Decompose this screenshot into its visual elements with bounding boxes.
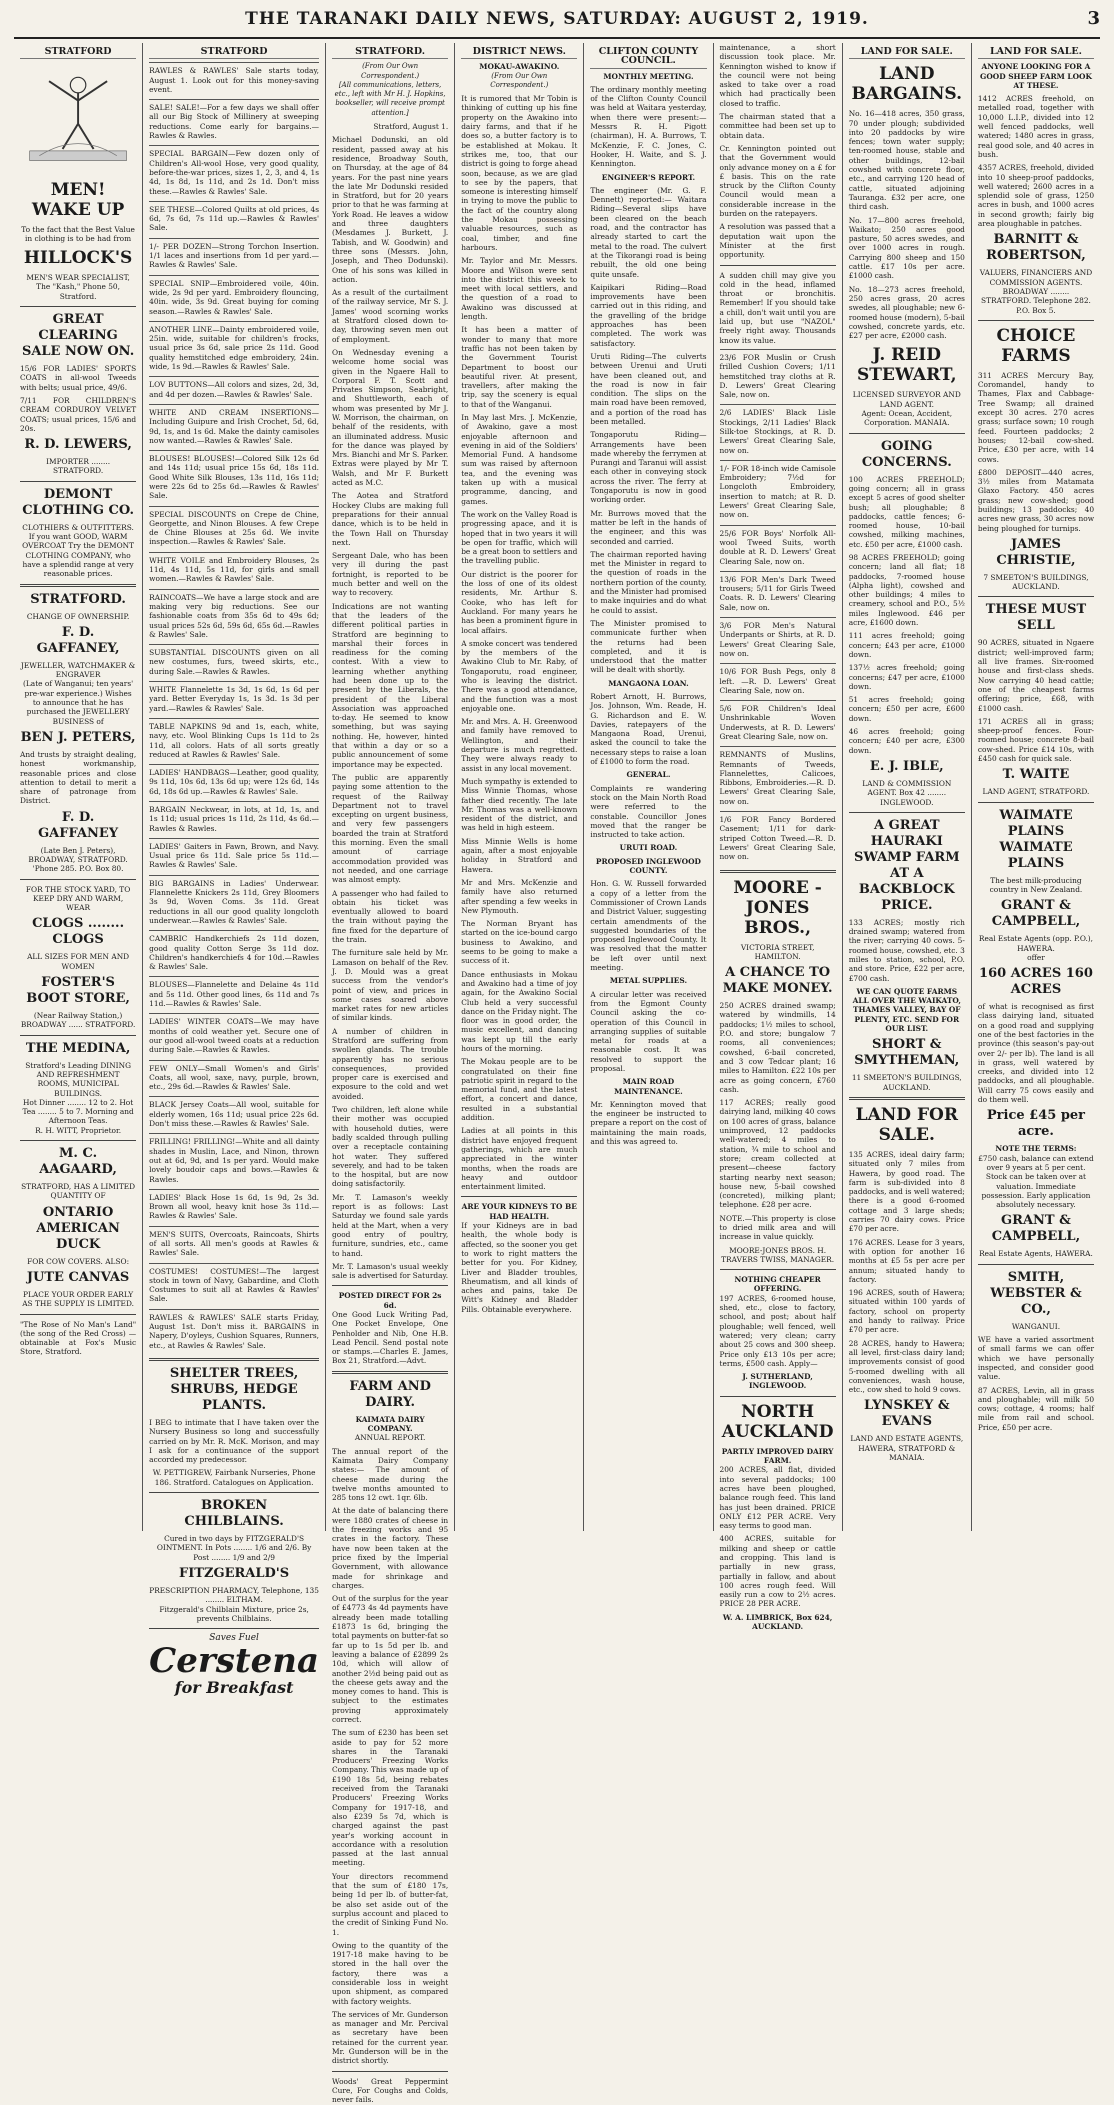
smith-text: WE have a varied assortment of small farms we can offer which we have personally inspected, and consider good value.: [977, 1335, 1095, 1382]
pettigrew-sign: W. PETTIGREW, Fairbank Nurseries, Phone 186. Stratford. Catalogues on Application.: [152, 1468, 316, 1487]
rawles-ad: RAWLES & RAWLES' Sale starts today, August 1. Look out for this money-saving event.: [149, 62, 319, 97]
fitzgerald-sub: PRESCRIPTION PHARMACY, Telephone, 135 ........ ELTHAM.: [149, 1585, 319, 1605]
gaffaney2-sub: (Late Ben J. Peters),: [40, 845, 116, 855]
news-paragraph: Mr. T. Lamason's usual weekly sale is advertised for Saturday.: [332, 1261, 449, 1281]
rawles-ad: SEE THESE—Colored Quilts at old prices, 4s 6d, 7s 6d, 7s 11d up.—Rawles & Rawles' Sale.: [149, 201, 319, 236]
moore-ad: 250 ACRES drained swamp; watered by windmills, 14 paddocks; 1½ miles to school, P.O. and store; bungalow 7 rooms, all conveniences; cowshed, 6-bail concreted, and 3 cow Tedcar plant; 16 miles to Hamilton. £22 10s per acre as going concern, £760 cash.: [719, 1001, 836, 1094]
offer-word: offer: [1027, 952, 1045, 962]
council-subhead: ENGINEER'S REPORT.: [601, 172, 696, 182]
smith-webster-name: SMITH, WEBSTER & CO.,: [990, 1269, 1082, 1317]
column-8: [972, 43, 1100, 1531]
lewers-ad: 1/6 FOR Fancy Bordered Casement; 1/11 for dark-striped Cotton Tweed.—R. D. Lewers' Great Clearing Sale, now on.: [720, 811, 836, 864]
north-text: 200 ACRES, all flat, divided into several paddocks; 100 acres have been ploughed, balance rough feed. This land has just been drained. PRICE ONLY £12 PER ACRE. Very easy terms to good man.: [719, 1465, 836, 1531]
lewers-ad: 25/6 FOR Boys' Norfolk All-wool Tweed Suits, worth double at R. D. Lewers' Great Clearing Sale, now on.: [720, 525, 836, 569]
land-ad: No. 18—273 acres freehold, 250 acres grass, 20 acres swedes, all ploughable; new 6-roomed house (modern), 5-bail cowshed, concrete yards, etc. £27 per acre, £2000 cash.: [848, 284, 965, 341]
rawles-ad: LOV BUTTONS—All colors and sizes, 2d, 3d, and 4d per dozen.—Rawles & Rawles' Sale.: [149, 376, 319, 402]
rawles-ad: BARGAIN Neckwear, in lots, at 1d, 1s, and 1s 11d; usual prices 1s 11d, 2s 11d, 4s 6d.—Rawles & Rawles.: [149, 801, 319, 836]
choice-ad: £800 DEPOSIT—440 acres, 3½ miles from Matamata Glaxo Factory. 450 acres grass; new cow-shed; good buildings; 13 paddocks; 40 acres new grass, 30 acres now being ploughed for turnips.: [977, 467, 1095, 533]
council-continued: The chairman stated that a committee had been set up to obtain data.: [719, 112, 836, 140]
kaimata-heading: KAIMATA DAIRY COMPANY.: [355, 1414, 425, 1434]
news-paragraph: The public are apparently paying some attention to the request of the Railway Department not to travel excepting on urgent business, and very few passengers boarded the train at Stratford this morning. Even the small amount of carriage accommodation provided was not needed, and one carriage was almost empty.: [332, 772, 449, 885]
order-early: PLACE YOUR ORDER EARLY AS THE SUPPLY IS LIMITED.: [22, 1289, 134, 1309]
column-header: CLIFTON COUNTY COUNCIL.: [590, 47, 706, 69]
reid-address: Agent: Ocean, Accident, Corporation. MANAIA.: [861, 409, 953, 428]
news-paragraph: Mr and Mrs. McKenzie and family have also returned after spending a few weeks in New Plymouth.: [461, 877, 578, 915]
hillock-sub: MEN'S WEAR SPECIALIST,: [26, 273, 130, 283]
council-paragraph: Hon. G. W. Russell forwarded a copy of a letter from the Commissioner of Crown Lands and District Valuer, suggesting certain amendments of the suggested boundaries of the proposed Inglewood County. It was resolved that the matter be left over until next meeting.: [590, 879, 707, 973]
columns: [14, 43, 1100, 2105]
rawles-ad: WHITE AND CREAM INSERTIONS—Including Guipure and Irish Crochet, 5d, 6d, 9d, 1s, and 1s 6d. Make the dainty camisoles now wanted.—Rawles & Rawles' Sale.: [149, 404, 319, 448]
land-sale-ad: 135 ACRES, ideal dairy farm; situated only 7 miles from Hawera, by good road. The farm is sub-divided into 8 paddocks, and is well watered; there is a good 6-roomed cottage and 3 large sheds; carries 70 dairy cows. Price £70 per acre.: [848, 1149, 965, 1234]
jute-canvas: JUTE CANVAS: [26, 1269, 130, 1285]
column-5: [584, 43, 713, 1531]
rawles-ad: LADIES' Black Hose 1s 6d, 1s 9d, 2s 3d. Brown all wool, heavy knit hose 3s 11d.—Rawles & Rawles' Sale.: [149, 1189, 319, 1224]
council-continued: maintenance, a short discussion took place. Mr. Kennington wished to know if the council were not being asked to take over a road which had practically been closed to traffic.: [719, 43, 836, 108]
rawles-ad: 1/- PER DOZEN—Strong Torchon Insertion. 1/1 laces and insertions from 1d per yard.—Rawles & Rawles' Sale.: [149, 238, 319, 273]
rawles-ad: SUBSTANTIAL DISCOUNTS given on all new costumes, furs, tweed skirts, etc., during Sale.—Rawles & Rawles.: [149, 644, 319, 679]
ible-name: E. J. IBLE,: [869, 758, 944, 774]
fosters-sub: (Near Railway Station,) BROADWAY ...... STRATFORD.: [20, 1011, 136, 1030]
shelter-text: I BEG to intimate that I have taken over the Nursery Business so long and successfully carried on by Mr. R. McK. Morison, and may I ask for a continuance of the support accorded my predecessor.: [149, 1417, 320, 1465]
waite-sub: LAND AGENT, STRATFORD.: [982, 787, 1090, 797]
shelter-trees-heading: SHELTER TREES, SHRUBS, HEDGE PLANTS.: [169, 1365, 299, 1413]
moore-ad: 117 ACRES; really good dairying land, milking 40 cows on 100 acres of grass, balance unimproved, 12 paddocks well-watered; 4 miles to station, ¾ mile to school and store; cream collected at present—cheese factory starting nearby next season; house new, 5-bail cowshed (concreted), milking plant; telephone. £28 per acre.: [719, 1098, 836, 1210]
column-header: STRATFORD.: [332, 47, 448, 59]
rawles-ad: RAINCOATS—We have a large stock and are making very big reductions. See our fashionable coats from 35s 6d to 49s 6d; usual prices 52s 6d, 59s 6d, 65s 6d.—Rawles & Rawles' Sale.: [149, 589, 319, 642]
rawles-ad: ANOTHER LINE—Dainty embroidered voile, 25in. wide, suitable for children's frocks, usual price 3s 6d, sale price 2s 11d. Good quality hemstitched edge embroidery, 24in. wide, 1s 9d.—Rawles & Rawles' Sale.: [149, 321, 319, 374]
fitzgerald-name: FITZGERALD'S: [179, 1565, 290, 1581]
farm-dairy-heading: FARM AND DAIRY.: [349, 1378, 431, 1410]
hillock-address: The "Kash," Phone 50, Stratford.: [36, 282, 120, 301]
waimate-heading: WAIMATE PLAINS WAIMATE PLAINS: [999, 807, 1073, 871]
council-paragraph: Mr. Burrows moved that the matter be left in the hands of the engineer, and this was seconded and carried.: [590, 508, 707, 546]
cerstena-top: Saves Fuel: [209, 1633, 259, 1644]
cerstena-sub: for Breakfast: [174, 1678, 294, 1698]
clogs: CLOGS ........ CLOGS: [32, 916, 125, 948]
council-subhead: MANGAONA LOAN.: [608, 678, 689, 688]
nazol-ad: A sudden chill may give you cold in the head, inflamed throat or bronchitis. Remember! If you should take a chill, don't wait until you are laid up, but use "NAZOL" freely right away. Thousands know its value.: [719, 270, 836, 345]
monthly-meeting: MONTHLY MEETING.: [603, 71, 694, 81]
lewers-ad: 5/6 FOR Children's Ideal Unshrinkable Woven Underwests, at R. D. Lewers' Great Clearing Sale, now on.: [720, 700, 836, 744]
sheep-ad: 4357 ACRES, freehold, divided into 10 sheep-proof paddocks, well watered; 2600 acres in a splendid sole of grass, 1250 acres in bush, and 1000 acres in second growth; fairly big area ploughable in patches.: [977, 163, 1095, 229]
news-paragraph: The Norman Bryant has started on the ice-bound cargo business to Awakino, and seems to be going to make a success of it.: [461, 919, 578, 966]
rawles-ad: RAWLES & RAWLES' SALE starts Friday, August 1st. Don't miss it. BARGAINS in Napery, D'oyleys, Cushion Squares, Runners, etc., at Rawles & Rawles' Sale.: [149, 1309, 319, 1353]
lewers-ad: 23/6 FOR Muslin or Crush frilled Cushion Covers; 1/11 hemstitched tray cloths at R. D. Lewers' Great Clearing Sale, now on.: [720, 349, 836, 402]
peters-text: And trusts by straight dealing, honest workmanship, reasonable prices and close attention to detail to merit a share of patronage from District.: [20, 749, 137, 806]
council-paragraph: Uruti Riding—The culverts between Urenui and Uruti have been cleaned out, and the road is now in fair condition. The slips on the main road have been removed, and a portion of the road has been metalled.: [590, 351, 707, 426]
sell-ad: 90 ACRES, situated in Ngaere district; well-improved farm; all live frames. Six-roomed house and first-class sheds. Now carrying 40 head cattle; one of the cheapest farms offering; price, £68, with £1000 cash.: [977, 638, 1095, 713]
going-ad: 137½ acres freehold; going concerns; £47 per acre, £1000 down.: [848, 663, 965, 691]
grant-campbell-name: GRANT & CAMPBELL,: [991, 898, 1081, 930]
correspondent-note: (From Our Own Correspondent.): [490, 71, 549, 89]
council-paragraph: The chairman reported having met the Minister in regard to the question of roads in the northern portion of the county, and the Minister had promised to make inquiries and do what he could to assist.: [590, 549, 707, 615]
men-wake-up-headline: MEN! WAKE UP: [31, 179, 125, 220]
council-paragraph: Kaipikari Riding—Road improvements have been carried out in this riding, and the gravelling of the bridge approaches has been completed. The work was satisfactory.: [590, 282, 707, 348]
news-paragraph: The furniture sale held by Mr. Lamason on behalf of the Rev. J. D. Mould was a great success from the vendor's point of view, and prices in some cases soared above market rates for new articles of similar kinds.: [332, 948, 449, 1023]
news-paragraph: The Mokau people are to be congratulated on their fine patriotic spirit in regard to the memorial fund, and the latest effort, a concert and dance, resulted in a substantial addition.: [461, 1057, 578, 1123]
witt-proprietor: R. H. WITT, Proprietor.: [35, 1125, 122, 1135]
aagaard-sub: STRATFORD, HAS A LIMITED QUANTITY OF: [21, 1182, 136, 1201]
uruti-subhead: URUTI ROAD.: [619, 843, 678, 853]
limbrick-sign: W. A. LIMBRICK, Box 624, AUCKLAND.: [722, 1612, 833, 1632]
column-header: LAND FOR SALE.: [849, 47, 965, 59]
lewers-ad: 2/6 LADIES' Black Lisle Stockings, 2/11 Ladies' Black Silk-toe Stockings, at R. D. Lewers' Great Clearing Sale, now on.: [720, 404, 836, 457]
going-ad: 51 acres freehold; going concern; £50 per acre, £600 down.: [848, 695, 965, 723]
going-ad: 46 acres freehold; going concern; £40 per acre, £300 down.: [848, 727, 965, 755]
annual-report: ANNUAL REPORT.: [354, 1433, 426, 1443]
ible-sub: LAND & COMMISSION AGENT. Box 42 ........ INGLEWOOD.: [862, 778, 952, 807]
all-sizes: ALL SIZES FOR MEN AND WOMEN: [27, 952, 130, 971]
column-6: [714, 43, 843, 1632]
farm-paragraph: Your directors recommend that the sum of £180 17s, being 1d per lb. of butter-fat, be also set aside out of the surplus account and placed to the credit of Sinking Fund No. 1.: [332, 1871, 449, 1937]
rawles-ad: TABLE NAPKINS 9d and 1s, each, white, navy, etc. Wool Blinking Cups 1s 11d to 2s 11d, all colors. Hats of all sorts greatly reduced at Rawles & Rawles' Sale.: [149, 718, 319, 762]
chance-heading: A CHANCE TO MAKE MONEY.: [722, 965, 833, 997]
short-smytheman-name: SHORT & SMYTHEMAN,: [854, 1037, 960, 1069]
rawles-ad: SALE! SALE!—For a few days we shall offer all our Big Stock of Millinery at sweeping reductions. Come early for bargains.—Rawles & Rawles.: [149, 99, 319, 143]
news-paragraph: A passenger who had failed to obtain his ticket was eventually allowed to board the train without paying the fine fixed for the departure of the train.: [332, 888, 449, 945]
column-3: [326, 43, 455, 2105]
man-stretching-illustration: [20, 62, 136, 172]
price-line: Price £45 per acre.: [986, 1108, 1086, 1140]
going-ad: 98 ACRES FREEHOLD; going concern; land all flat; 18 paddocks, 7-roomed house (Alpha light), cowshed and other buildings; 4 miles to creamery, school and P.O., 5½ miles Inglewood. £46 per acre, £1600 down.: [848, 552, 965, 628]
moore-ad: NOTE.—This property is close to dried milk area and will increase in value quickly.: [719, 1213, 836, 1242]
news-paragraph: Dance enthusiasts in Mokau and Awakino had a time of joy again, for the Awakino Social Club held a very successful dance on the Friday night. The floor was in good order, the music excellent, and dancing was kept up till the early hours of the morning.: [461, 969, 578, 1053]
news-paragraph: Michael Dodunski, an old resident, passed away at his residence, Broadway South, on Thursday, at the age of 84 years. For the past nine years the late Mr Dodunski resided in Stratford, but for 20 years prior to that he was farming at York Road. He leaves a widow and three daughters (Mesdames J. Burkett, J. Tabish, and W. Goodwin) and three sons (Messrs. John, Joseph, and Theo Dodunski). One of his sons was killed in action.: [332, 135, 449, 284]
barnitt-address: BROADWAY ........ STRATFORD. Telephone 282. P.O. Box 5.: [981, 286, 1091, 315]
stock-yard: FOR THE STOCK YARD, TO KEEP DRY AND WARM, WEAR: [25, 884, 131, 913]
land-ad: No. 17—800 acres freehold, Waikato; 250 acres good pasture, 50 acres swedes, and over 1000 acres in rough. Carrying 800 sheep and 150 cattle. £17 10s per acre. £1000 cash.: [848, 215, 965, 281]
news-paragraph: A number of children in Stratford are suffering from swollen glands. The trouble apparently has no serious consequences, provided proper care is exercised and exposure to the cold and wet avoided.: [332, 1026, 449, 1101]
rawles-ad: COSTUMES! COSTUMES!—The largest stock in town of Navy, Gabardine, and Cloth Costumes to suit all at Rawles & Rawles' Sale.: [149, 1263, 319, 1307]
demont-text: If you want GOOD, WARM OVERCOAT Try the DEMONT CLOTHING COMPANY, who have a splendid range at very reasonable prices.: [22, 532, 135, 579]
column-4: [455, 43, 584, 1531]
rawles-ad: LADIES' WINTER COATS—We may have months of cold weather yet. Secure one of our good all-wool tweed coats at a reduction during Sale.—Rawles & Rawles.: [149, 1013, 319, 1057]
council-paragraph: Complaints re wandering stock on the Main North Road were referred to the constable. Councillor Jones moved that the ranger be instructed to take action.: [590, 783, 707, 840]
lewers-ad: 1/- FOR 18-inch wide Camisole Embroidery; 7½d for Longcloth Embroidery, insertion to match; at R. D. Lewers' Great Clearing Sale, now on.: [720, 460, 836, 523]
news-paragraph: As a result of the curtailment of the railway service, Mr S. J. James' wood scorning works at Stratford closed down to-day, throwing seven men out of employment.: [332, 288, 449, 344]
rawles-ad: BLOUSES—Flannelette and Delaine 4s 11d and 5s 11d. Other good lines, 6s 11d and 7s 11d.—Rawles & Rawles' Sale.: [149, 976, 319, 1011]
gaffaney2-name: F. D. GAFFANEY: [38, 809, 119, 841]
terms-text: £750 cash, balance can extend over 9 years at 5 per cent. Stock can be taken over at valuation. Immediate possession. Early application absolutely necessary.: [978, 1153, 1094, 1210]
gaffaney-sub: JEWELLER, WATCHMAKER & ENGRAVER: [20, 660, 136, 680]
gaffaney-text: (Late of Wanganui; ten years' pre-war experience.) Wishes to announce that he has purchased the JEWELLERY BUSINESS of: [23, 679, 134, 726]
council-subhead: MAIN ROAD MAINTENANCE.: [614, 1077, 683, 1096]
rawles-ad: LADIES' HANDBAGS—Leather, good quality, 9s 11d, 10s 6d, 13s 6d up; were 12s 6d, 14s 6d, 18s 6d up.—Rawles & Rawles' Sale.: [149, 764, 319, 799]
column-header: LAND FOR SALE.: [978, 47, 1094, 59]
news-paragraph: Miss Minnie Wells is home again, after a most enjoyable holiday in Stratford and Hawera.: [461, 836, 578, 874]
rawles-ads-list: [149, 62, 319, 1353]
news-paragraph: Mr. T. Lamason's weekly report is as follows: Last Saturday we found sale yards held at the Mart, when a very good entry of poultry, furniture, sundries, etc., came to hand.: [332, 1192, 449, 1258]
smith-sub: WANGANUI.: [1011, 1321, 1061, 1331]
news-paragraph: The Aotea and Stratford Hockey Clubs are making full preparations for their annual dance, which is to be held in the Town Hall on Thursday next.: [332, 491, 449, 547]
farm-paragraph: At the date of balancing there were 1880 crates of cheese in the freezing works and 95 crates in the factory. These have now been taken at the price fixed by the Imperial Government, with allowance made for shrinkage and charges.: [332, 1506, 449, 1590]
kidneys-text: If your Kidneys are in bad health, the whole body is affected, so the sooner you get to work to right matters the better for you. For Kidney, Liver and Bladder troubles, Rheumatism, and all kinds of aches and pains, take De Witt's Kidney and Bladder Pills. Obtainable everywhere.: [461, 1221, 578, 1314]
news-paragraph: The work on the Valley Road is progressing apace, and it is hoped that in two years it will be open for traffic, which will be a great boon to settlers and the travelling public.: [461, 509, 578, 566]
waite-name: T. WAITE: [1002, 767, 1070, 783]
choice-ad: 311 ACRES Mercury Bay, Coromandel, handy to Thames, Flax and Cabbage-Tree Swamp; all drained except 30 acres. 270 acres grass; surface sown; 10 rough feed. Fourteen paddocks; 2 houses; 12-bail cow-shed. Price, £30 per acre, with 14 cows.: [977, 370, 1095, 464]
peters-name: BEN J. PETERS,: [20, 729, 136, 745]
hauraki-heading: A GREAT HAURAKI SWAMP FARM AT A BACKBLOCK PRICE.: [853, 817, 960, 913]
chilblains-text: Cured in two days by FITZGERALD'S OINTMENT. In Pots ........ 1/6 and 2/6. By Post ........ 1/9 and 2/9: [156, 1534, 312, 1562]
land-sale-ad: 28 ACRES, handy to Hawera; all level, first-class dairy land; improvements consist of good 5-roomed dwelling with all conveniences, wash house, etc., cow shed to hold 9 cows.: [848, 1338, 965, 1395]
smith-ad: 87 ACRES, Levin, all in grass and ploughable; will milk 50 cows; cottage, 4 rooms; half mile from rail and school. Price, £50 per acre.: [977, 1385, 1095, 1432]
rawles-ad: WHITE Flannelette 1s 3d, 1s 6d, 1s 6d per yard. Better Everyday 1s, 1s 3d. 1s 3d per yard.—Rawles & Rawles' Sale.: [149, 681, 319, 716]
posted-direct: POSTED DIRECT FOR 2s 6d.: [338, 1291, 442, 1310]
rawles-ad: SPECIAL BARGAIN—Few dozen only of Children's All-wool Hose, very good quality, before-the-war prices, sizes 1, 2, 3, and 4, 1s 4d, 1s 8d, 1s 11d, and 2s 1d. Don't miss these.—Rawles & Rawles' Sale.: [149, 145, 319, 198]
lewers-sub: IMPORTER ........ STRATFORD.: [46, 457, 111, 476]
broadway-address: BROADWAY, STRATFORD.: [28, 854, 128, 864]
farm-paragraph: Out of the surplus for the year of £4773 4s 4d payments have already been made totalling £1873 1s 6d, bringing the total payments on butter-fat so far up to 1s 5d per lb. and leaving a balance of £2899 2s 10d, which will allow of another 2½d being paid out as the cheese gets away and the money comes to hand. This is subject to the estimates proving approximately correct.: [332, 1594, 449, 1724]
acres-160-heading: 160 ACRES 160 ACRES: [979, 966, 1093, 998]
lewers-ad: 13/6 FOR Men's Dark Tweed trousers; 5/11 for Girls Tweed Coats. R. D. Lewers' Clearing Sale, now on.: [720, 571, 836, 615]
rawles-ad: WHITE VOILE and Embroidery Blouses, 2s 11d, 4s 11d, 5s 11d, for girls and small women.—Rawles & Rawles' Sale.: [149, 552, 319, 587]
council-subhead: PROPOSED INGLEWOOD COUNTY.: [595, 856, 701, 876]
council-subhead: METAL SUPPLIES.: [609, 976, 688, 986]
going-ad: 100 ACRES FREEHOLD; going concern; all in grass except 5 acres of good shelter bush; all ploughable; 8 paddocks, cattle fences; 6-roomed house, 10-bail cowshed, milking machines, etc. £50 per acre, £1000 cash.: [848, 474, 965, 549]
news-paragraph: It has been a matter of wonder to many that more traffic has not been taken by the Government Tourist Department to boost our beautiful river. At present, travellers, after making the trip, say the scenery is equal to that of the Wanganui.: [461, 325, 578, 409]
land-bargains-heading: LAND BARGAINS.: [851, 64, 963, 105]
sheep-farm-intro: ANYONE LOOKING FOR A GOOD SHEEP FARM LOOK AT THESE.: [980, 62, 1092, 90]
fosters-name: FOSTER'S BOOT STORE,: [26, 975, 130, 1007]
sheep-ad: 1412 ACRES freehold, on metalled road, together with 10,000 L.I.P., divided into 12 well fenced paddocks, well watered; 1480 acres in grass, real good sole, and 40 acres in bush.: [977, 94, 1095, 159]
farm-paragraph: Owing to the quantity of the 1917-18 make having to be stored in the hall over the factory, there was a considerable loss in weight upon shipment, as compared with factory weights.: [332, 1940, 449, 2006]
offer-sports-coats: 15/6 FOR LADIES' SPORTS COATS in all-wool Tweeds with belts; usual price, 49/6.: [20, 364, 137, 392]
terms-heading: NOTE THE TERMS:: [995, 1144, 1077, 1154]
going-concerns-heading: GOING CONCERNS.: [861, 438, 952, 470]
grant-campbell-name-2: GRANT & CAMPBELL,: [991, 1213, 1081, 1245]
must-sell-heading: THESE MUST SELL: [985, 602, 1087, 634]
hauraki-text: 133 ACRES; mostly rich drained swamp; watered from the river; carrying 40 cows. 5-roomed house, cowshed, etc. 3 miles to station, school, P.O. and store. Price, £22 per acre, £700 cash.: [848, 917, 965, 983]
grant-sub: Real Estate Agents (opp. P.O.), HAWERA.: [978, 934, 1094, 953]
moore-address: VICTORIA STREET, HAMILTON.: [740, 942, 815, 961]
rawles-ad: LADIES' Gaiters in Fawn, Brown, and Navy. Usual price 6s 11d. Sale price 5s 11d.—Rawles & Rawles' Sale.: [149, 838, 319, 873]
cerstena-logo: Cerstena: [149, 1641, 320, 1682]
acres-160-text: of what is recognised as first class dairying land, situated on a good road and supplying one of the best factories in the province (this season's pay-out over 2/- per lb). The land is all in grass, well watered by creeks, and divided into 12 paddocks, and all ploughable. Will carry 75 cows easily and do them well.: [977, 1002, 1095, 1105]
waimate-sub: The best milk-producing country in New Zealand.: [989, 875, 1083, 894]
nothing-cheaper: NOTHING CHEAPER OFFERING.: [734, 1275, 821, 1294]
lewers-name: R. D. LEWERS,: [24, 437, 132, 453]
reid-sub: LICENSED SURVEYOR AND LAND AGENT.: [852, 390, 961, 409]
land-ad: No. 16—418 acres, 350 grass, 70 under plough; subdivided into 20 paddocks by wire fences; town water supply; ten-roomed house, stable and other buildings, 12-bail cowshed with concrete floor, etc., and carrying 120 head of cattle, situated adjoining Tauranga. £32 per acre, one third cash.: [848, 109, 965, 212]
communications-note: [All communications, letters, etc., left with Mr H. J. Hopkins, bookseller, will receive prompt attention.]: [334, 80, 446, 117]
going-ad: 111 acres freehold; going concern; £43 per acre, £1000 down.: [848, 631, 965, 659]
masthead-title: THE TARANAKI DAILY NEWS, SATURDAY: AUGUST 2, 1919.: [245, 9, 869, 29]
north-sub: PARTLY IMPROVED DAIRY FARM.: [721, 1446, 834, 1466]
council-paragraph: The Minister promised to communicate further when the returns had been completed, and it is understood that the matter will be dealt with shortly.: [590, 618, 707, 675]
column-2: [143, 43, 326, 1698]
column-header: DISTRICT NEWS.: [461, 47, 577, 59]
rawles-ad: MEN'S SUITS, Overcoats, Raincoats, Shirts of all sorts. All men's goods at Rawles & Rawles' Sale.: [149, 1226, 319, 1261]
sutherland-sign: J. SUTHERLAND, INGLEWOOD.: [742, 1372, 813, 1391]
demont-sub: CLOTHIERS & OUTFITTERS.: [22, 522, 134, 532]
grant2-sub: Real Estate Agents, HAWERA.: [979, 1249, 1093, 1259]
rawles-ad: SPECIAL SNIP—Embroidered voile, 40in. wide, 2s 9d per yard. Embroidery flouncing, 40in. wide, 3s 9d. Great buying for coming season.—Rawles & Rawles' Sale.: [149, 275, 319, 319]
rawles-ad: FEW ONLY—Small Women's and Girls' Coats, all wool, saxe, navy, purple, brown, etc., 29s 6d.—Rawles & Rawles' Sale.: [149, 1060, 319, 1095]
sell-ad: 171 ACRES all in grass; sheep-proof fences. Four-roomed house; concrete 8-bail cow-shed. Price £14 10s, with £450 cash for quick sale.: [977, 716, 1095, 764]
farm-paragraph: The services of Mr. Gunderson as manager and Mr. Percival as secretary have been retained for the current year. Mr. Gunderson will be in the district shortly.: [332, 2009, 449, 2066]
fitzgerald-text: Fitzgerald's Chilblain Mixture, price 2s, prevents Chilblains.: [159, 1604, 309, 1623]
news-paragraph: Indications are not wanting that the leaders of the different political parties in Stratford are beginning to marshal their forces in readiness for the coming contest. With a view to learning whether anything had been done up to the present by the Liberals, the president of the Liberal Association was approached to-day. He seemed to know something, but was saying nothing. He, however, hinted that within a day or so a public announcement of some importance may be expected.: [332, 601, 449, 769]
choice-farms-heading: CHOICE FARMS: [996, 325, 1076, 366]
council-continued: A resolution was passed that a deputation wait upon the Minister at the first opportunity.: [719, 222, 836, 260]
north-text2: 400 ACRES, suitable for milking and sheep or cattle and cropping. This land is partially in new grass, partially in fallow, and about 100 acres rough feed. Will easily run a cow to 2½ acres. PRICE 28 PER ACRE.: [719, 1534, 836, 1609]
hillock-name: HILLOCK'S: [23, 248, 133, 269]
page-number: 3: [1087, 8, 1100, 29]
quote-text: WE CAN QUOTE FARMS ALL OVER THE WAIKATO, THAMES VALLEY, BAY OF PLENTY, ETC. SEND FOR OUR LIST.: [852, 986, 961, 1034]
rawles-ad: FRILLING! FRILLING!—White and all dainty shades in Muslin, Lace, and Ninon, thrown out at 6d, 9d, and 1s per yard. Would make lovely boudoir caps and bows.—Rawles & Rawles.: [149, 1133, 319, 1186]
council-paragraph: Tongaporutu Riding—Arrangements have been made whereby the ferrymen at Purangi and Taranui will assist each other in conveying stock across the river. The ferry at Tongaporutu is now in good working order.: [590, 430, 707, 505]
posted-text: One Good Luck Writing Pad, One Pocket Envelope, One Penholder and Nib, One H.B. Lead Pencil. Send postal note or stamps.—Charles E. James, Box 21, Stratford.—Advt.: [332, 1310, 449, 1366]
lewers-ads-list: [720, 349, 836, 865]
lynskey-sub: LAND AND ESTATE AGENTS, HAWERA, STRATFORD & MANAIA.: [850, 1434, 964, 1462]
news-paragraph: Mr. and Mrs. A. H. Greenwood and family have removed to Wellington, and their departure is much regretted. They were always ready to assist in any local movement.: [461, 717, 578, 773]
kidneys-heading: ARE YOUR KIDNEYS TO BE HAD HEALTH.: [461, 1202, 577, 1221]
lynskey-evans-name: LYNSKEY & EVANS: [863, 1398, 950, 1430]
news-paragraph: Mr. Taylor and Mr. Messrs. Moore and Wilson were sent into the district this week to meet with local settlers, and the question of a road to Awakino was discussed at length.: [461, 256, 578, 322]
news-paragraph: It is rumored that Mr Tobin is thinking of cutting up his fine property on the Awakino into dairy farms, and that if he does so, a butter factory is to be established at Mokau. It strikes me, too, that our district is going to forge ahead soon, because, as we are glad to see by the papers, that someone is interesting himself in trying to move the public to the fact of the country along the Mokau possessing valuable resources, such as coal, timber, and fine harbours.: [461, 94, 578, 252]
rawles-ad: BIG BARGAINS in Ladies' Underwear. Flannelette Knickers 2s 11d, Grey Bloomers 3s 9d, Woven Coms. 3s 11d. Great reductions in all our good quality longcloth underwear.—Rawles & Rawles' Sale.: [149, 875, 319, 928]
north-auckland-heading: NORTH AUCKLAND: [721, 1401, 834, 1442]
barnitt-name: BARNITT & ROBERTSON,: [986, 232, 1086, 264]
offer-corduroy-coats: 7/11 FOR CHILDREN'S CREAM CORDUROY VELVET COATS; usual prices, 15/6 and 20s.: [20, 395, 137, 433]
column-7: [843, 43, 972, 1531]
change-of-ownership: CHANGE OF OWNERSHIP.: [26, 611, 130, 621]
council-continued: Cr. Kennington pointed out that the Government would only advance money on a £ for £ basis. This on the rate struck by the Clifton County Council would mean a considerable increase in the burden on the ratepayers.: [719, 143, 836, 219]
moore-jones-name: MOORE - JONES BROS.,: [733, 877, 822, 938]
rawles-ad: BLACK Jersey Coats—All wool, suitable for elderly women, 16s 11d; usual price 22s 6d. Don't miss these.—Rawles & Rawles' Sale.: [149, 1096, 319, 1131]
phone-box: 'Phone 285. P.O. Box 80.: [32, 864, 124, 874]
barnitt-sub: VALUERS, FINANCIERS AND COMMISSION AGENTS.: [979, 268, 1093, 287]
medina-name: THE MEDINA,: [25, 1040, 131, 1056]
ontario-duck: ONTARIO AMERICAN DUCK: [36, 1204, 120, 1252]
farm-paragraph: The annual report of the Kaimata Dairy Company states:— The amount of cheese made during the twelve months amounted to 285 tons 12 cwt. 1qr. 6lb.: [332, 1446, 449, 1503]
mokau-heading: MOKAU-AWAKINO.: [479, 62, 560, 72]
moore-sign: MOORE-JONES BROS. H. TRAVERS TWISS, MANAGER.: [721, 1245, 835, 1264]
duck-sub: FOR COW COVERS. ALSO:: [27, 1256, 130, 1266]
stratford-heading: STRATFORD.: [30, 591, 126, 607]
rawles-ad: BLOUSES! BLOUSES!—Colored Silk 12s 6d and 14s 11d; usual price 15s 6d, 18s 11d. Good White Silk Blouses, 13s 11d, 16s 11d; were 22s 6d to 25s 6d.—Rawles & Rawles' Sale.: [149, 450, 319, 503]
land-sale-ad: 196 ACRES, south of Hawera; situated within 100 yards of factory, school on property and handy to railway. Price £70 per acre.: [848, 1288, 965, 1335]
column-header: STRATFORD: [20, 47, 136, 59]
dateline: Stratford, August 1.: [373, 122, 449, 132]
farm-paragraph: The sum of £230 has been set aside to pay for 52 more shares in the Taranaki Producers' Freezing Works Company. This was made up of £190 18s 5d, being rebates received from the Taranaki Producers' Freezing Works Company for 1917-18, and also £239 5s 7d, which is charged against the past year's working account in accordance with a resolution passed at the last annual meeting.: [332, 1728, 449, 1868]
chilblains-heading: BROKEN CHILBLAINS.: [184, 1498, 284, 1530]
council-paragraph: A circular letter was received from the Egmont County Council asking the co-operation of this Council in arranging supplies of suitable metal for roads at a reasonable cost. It was resolved to support the proposal.: [590, 989, 707, 1073]
demont-name: DEMONT CLOTHING CO.: [22, 486, 134, 518]
gaffaney-name: F. D. GAFFANEY,: [36, 624, 120, 656]
christie-sub: 7 SMEETON'S BUILDINGS, AUCKLAND.: [983, 572, 1089, 592]
nothing-text: 197 ACRES, 6-roomed house, shed, etc., close to factory, school, and post; about half ploughable; well fenced, well watered; very clean; carry about 25 cows and 300 sheep. Price only £13 10s per acre; terms, £500 cash. Apply—: [719, 1293, 836, 1368]
column-1: [14, 43, 143, 1531]
council-paragraph: The engineer (Mr. G. F. Dennett) reported:— Waitara Riding—Several slips have been cleared on the beach road, and the contractor has already started to cart the metal to the road. The culvert at the Tikorangi road is being rebuilt, the old one being quite unsafe.: [590, 185, 707, 279]
christie-name: JAMES CHRISTIE,: [996, 536, 1076, 568]
clearing-sale: GREAT CLEARING SALE NOW ON.: [21, 312, 135, 360]
lewers-ad: REMNANTS of Muslins, Remnants of Tweeds, Flannelettes, Calicoes, Ribbons, Embroideries.—R. D. Lewers' Great Clearing Sale, now on.: [720, 746, 836, 809]
news-paragraph: A smoke concert was tendered by the members of the Awakino Club to Mr. Raby, of Tongaporutu, road engineer, who is leaving the district. There was a good attendance, and the function was a most enjoyable one.: [461, 638, 578, 713]
reid-stewart-name: J. REID STEWART,: [856, 345, 957, 386]
column-header: STRATFORD: [149, 47, 319, 59]
medina-sub: Stratford's Leading DINING AND REFRESHMENT ROOMS, MUNICIPAL BUILDINGS.: [25, 1060, 131, 1098]
rawles-ad: CAMBRIC Handkerchiefs 2s 11d dozen, good quality Cotton Serge 3s 11d doz. Children's handkerchiefs 4 for 10d.—Rawles & Rawles' Sale.: [149, 930, 319, 974]
masthead: [14, 8, 1100, 39]
short-sub: 11 SMEETON'S BUILDINGS, AUCKLAND.: [851, 1073, 962, 1092]
council-paragraph: The ordinary monthly meeting of the Clifton County Council was held at Waitara yesterday, when there were present:—Messrs R. H. Pigott (chairman), H. A. Burrows, T. McKenzie, F. C. Jones, C. Hooker, H. Waite, and S. J. Kennington.: [590, 84, 707, 169]
council-subhead: GENERAL.: [626, 770, 671, 780]
land-for-sale-heading: LAND FOR SALE.: [855, 1104, 958, 1145]
hillock-intro: To the fact that the Best Value in clothing is to be had from: [21, 224, 135, 243]
rose-ad: "The Rose of No Man's Land" (the song of the Red Cross) — obtainable at Fox's Music Store, Stratford.: [20, 1319, 137, 1357]
news-paragraph: Sergeant Dale, who has been very ill during the past fortnight, is reported to be much better and well on the way to recovery.: [332, 551, 449, 598]
rawles-ad: SPECIAL DISCOUNTS on Crepe de Chine, Georgette, and Ninon Blouses. A few Crepe de Chine Blouses at 25s 6d. We invite inspection.—Rawles & Rawles' Sale.: [149, 506, 319, 550]
news-paragraph: On Wednesday evening a welcome home social was given in the Ngaere Hall to Corporal F. T. Scott and Privates Simpson, Seabright, and Shuttleworth, each of whom was presented by Mr J. W. Morrison, the chairman, on behalf of the residents, with an illuminated address. Music for the dance was played by Mrs. Bianchi and Mr S. Parker. Extras were played by Mr T. Walsh, and Mr F. Burkett acted as M.C.: [332, 347, 449, 488]
medina-hours: Hot Dinner ........ 12 to 2. Hot Tea ........ 5 to 7. Morning and Afternoon Teas.: [22, 1097, 134, 1126]
news-paragraph: Our district is the poorer for the loss of one of its oldest residents, Mr. Arthur S. Cooke, who has left for Auckland. For many years he has been a prominent figure in local affairs.: [461, 569, 578, 635]
news-paragraph: Ladies at all points in this district have enjoyed frequent gatherings, which are much appreciated in the winter months, when the roads are heavy and outdoor entertainment limited.: [461, 1126, 578, 1192]
correspondent-note: (From Our Own Correspondent.): [361, 62, 420, 80]
news-paragraph: In May last Mrs. J. McKenzie, of Awakino, gave a most enjoyable afternoon and evening in aid of the Soldiers' Memorial Fund. A handsome sum was raised by afternoon tea, and the evening was taken up with a musical programme, dancing, and games.: [461, 412, 578, 506]
aagaard-name: M. C. AAGAARD,: [39, 1146, 117, 1178]
land-sale-ad: 176 ACRES. Lease for 3 years, with option for another 16 months at £5 5s per acre per annum; situated handy to factory.: [848, 1237, 965, 1284]
lewers-ad: 10/6 FOR Bush Pegs, only 8 left. —R. D. Lewers' Great Clearing Sale, now on.: [720, 663, 836, 698]
council-paragraph: Mr. Kennington moved that the engineer be instructed to prepare a report on the cost of maintaining the main roads, and this was agreed to.: [590, 1099, 707, 1147]
lewers-ad: 3/6 FOR Men's Natural Underpants or Shirts, at R. D. Lewers' Great Clearing Sale, now on.: [720, 617, 836, 661]
council-paragraph: Robert Arnott, H. Burrows, Jos. Johnson, Wm. Reade, H. G. Richardson and E. W. Davies, ratepayers of the Mangaona Road, Urenui, asked the council to take the necessary steps to raise a loan of £1000 to form the road.: [590, 692, 707, 767]
news-paragraph: Much sympathy is extended to Miss Winnie Thomas, whose father died recently. The late Mr. Thomas was a well-known resident of the district, and was held in high esteem.: [461, 776, 578, 833]
news-paragraph: Two children, left alone while their mother was occupied with household duties, were badly scalded through pulling over a receptacle containing hot water. They suffered severely, and had to be taken to the hospital, but are now doing satisfactorily.: [332, 1105, 449, 1189]
peppermint-cure: Woods' Great Peppermint Cure, For Coughs and Colds, never fails.: [332, 2076, 449, 2105]
